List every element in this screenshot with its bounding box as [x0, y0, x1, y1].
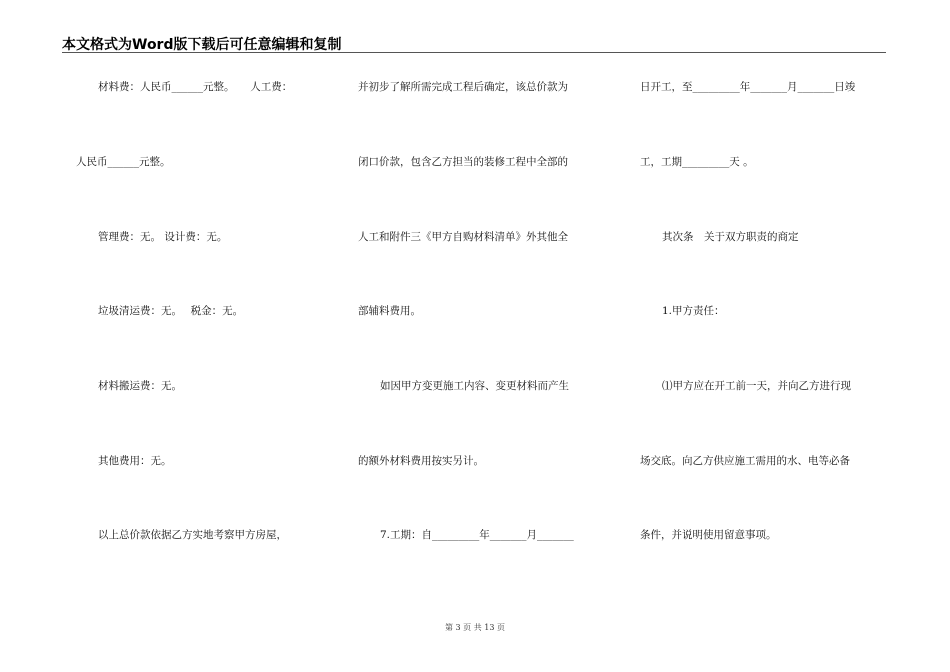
text-line: 工，工期_________天 。 [640, 156, 754, 168]
text-line: 场交底。向乙方供应施工需用的水、电等必备 [640, 455, 850, 467]
text-line: 材料费：人民币______元整。 人工费： [98, 81, 293, 93]
text-line: 的额外材料费用按实另计。 [358, 455, 484, 467]
text-line: 条件，并说明使用留意事项。 [640, 529, 777, 541]
text-line: 其他费用：无。 [98, 455, 172, 467]
text-line: 材料搬运费：无。 [98, 380, 182, 392]
text-line: 如因甲方变更施工内容、变更材料而产生 [380, 380, 569, 392]
text-line: ⑴甲方应在开工前一天，并向乙方进行现 [662, 380, 851, 392]
header-title: 本文格式为Word版下载后可任意编辑和复制 [62, 37, 342, 53]
text-line: 人工和附件三《甲方自购材料清单》外其他全 [358, 231, 568, 243]
text-line: 7.工期：自_________年_______月_______ [380, 529, 574, 541]
text-line: 管理费：无。 设计费：无。 [98, 231, 228, 243]
text-line: 以上总价款依据乙方实地考察甲方房屋， [98, 529, 287, 541]
text-line: 其次条 关于双方职责的商定 [662, 231, 799, 243]
text-line: 1.甲方责任： [662, 305, 725, 317]
text-line: 日开工，至_________年_______月_______日竣 [640, 81, 856, 93]
text-line: 部辅料费用。 [358, 305, 421, 317]
header-rule [62, 52, 886, 53]
text-line: 垃圾清运费：无。 税金：无。 [98, 305, 244, 317]
text-line: 人民币______元整。 [76, 156, 171, 168]
text-line: 闭口价款，包含乙方担当的装修工程中全部的 [358, 156, 568, 168]
text-line: 并初步了解所需完成工程后确定，该总价款为 [358, 81, 568, 93]
page-number: 第 3 页 共 13 页 [445, 623, 505, 632]
